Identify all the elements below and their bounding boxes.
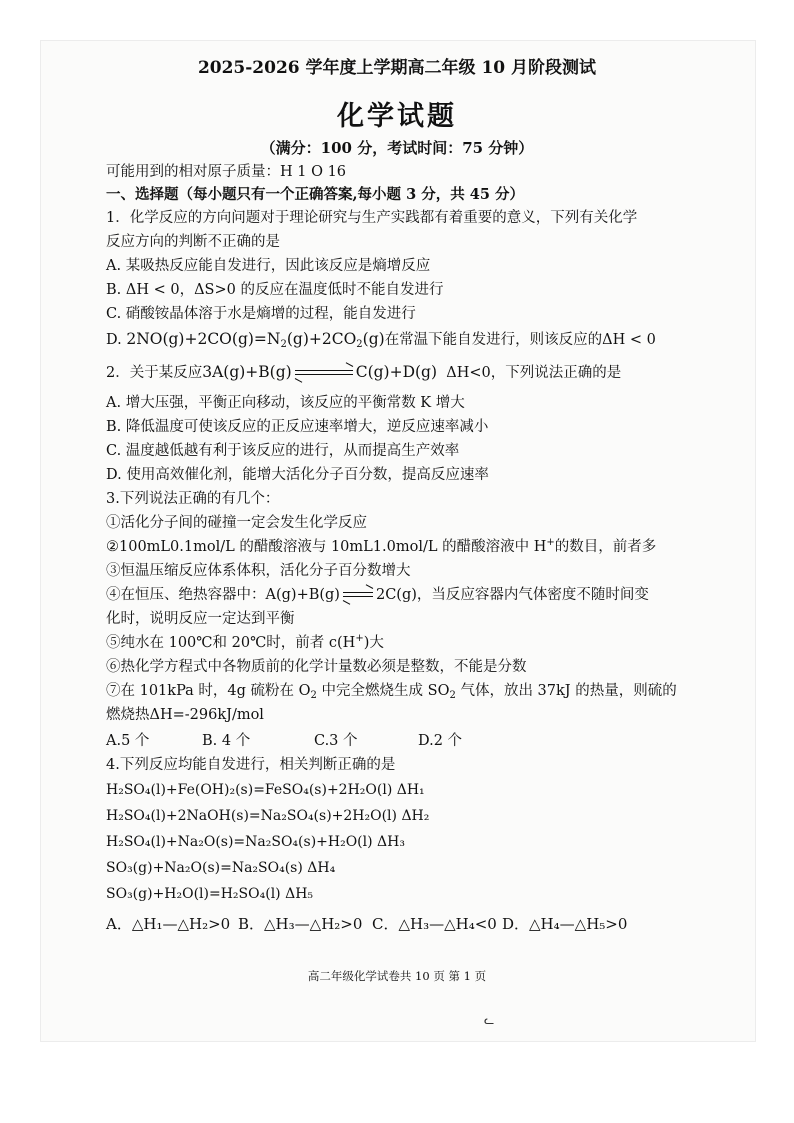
subject-title: 化学试题 bbox=[337, 101, 457, 132]
q4-equation-4: SO₃(g)+Na₂O(s)=Na₂SO₄(s) ΔH₄ bbox=[106, 860, 336, 876]
q2-option-a: A. 增大压强，平衡正向移动，该反应的平衡常数 K 增大 bbox=[106, 395, 465, 411]
q3-option-d: D.2 个 bbox=[418, 733, 463, 749]
q3-item-3: ③恒温压缩反应体系体积，活化分子百分数增大 bbox=[106, 563, 411, 579]
atomic-mass-note: 可能用到的相对原子质量：H 1 O 16 bbox=[106, 164, 347, 180]
q3-item-2-text-a: ②100mL0.1mol/L 的醋酸溶液与 10mL1.0mol/L 的醋酸溶液中 H bbox=[106, 539, 547, 555]
q1-option-c: C. 硝酸铵晶体溶于水是熵增的过程，能自发进行 bbox=[106, 306, 416, 322]
q2-prefix: 2．关于某反应 bbox=[106, 365, 203, 381]
q1-option-d bbox=[106, 329, 656, 350]
exam-meta: （满分：100 分，考试时间：75 分钟） bbox=[260, 139, 534, 157]
q1-option-d-suffix: 在常温下能自发进行，则该反应的ΔH < 0 bbox=[384, 332, 656, 348]
q3-stem: 3.下列说法正确的有几个： bbox=[106, 491, 280, 507]
q1-stem-line2: 反应方向的判断不正确的是 bbox=[106, 234, 280, 250]
q4-option-a: A．△H₁—△H₂>0 bbox=[106, 915, 231, 933]
q2-lhs: 3A(g)+B(g) bbox=[202, 363, 292, 381]
q3-item-4 bbox=[106, 585, 649, 605]
q3-item-2-text-b: 的数目，前者多 bbox=[554, 539, 657, 555]
q3-item-2 bbox=[106, 537, 656, 557]
q3-options bbox=[106, 731, 462, 751]
q2-dh: ΔH<0，下列说法正确的是 bbox=[446, 365, 622, 381]
q1-option-b: B. ΔH < 0，ΔS>0 的反应在温度低时不能自发进行 bbox=[106, 282, 444, 298]
q3-item-7-text-b: 中完全燃烧生成 SO bbox=[316, 683, 450, 699]
exam-title: 2025-2026 学年度上学期高二年级 10 月阶段测试 bbox=[197, 58, 597, 78]
equilibrium-arrow-small bbox=[343, 590, 373, 600]
q1-option-a: A. 某吸热反应能自发进行，因此该反应是熵增反应 bbox=[106, 258, 431, 274]
equilibrium-arrow bbox=[295, 368, 353, 378]
q2-option-d: D. 使用高效催化剂，能增大活化分子百分数，提高反应速率 bbox=[106, 467, 489, 483]
q4-equation-1: H₂SO₄(l)+Fe(OH)₂(s)=FeSO₄(s)+2H₂O(l) ΔH₁ bbox=[106, 782, 425, 798]
q3-option-b: B. 4 个 bbox=[202, 733, 251, 749]
q4-option-c: C．△H₃—△H₄<0 bbox=[372, 915, 497, 933]
q4-stem: 4.下列反应均能自发进行，相关判断正确的是 bbox=[106, 757, 396, 773]
q4-option-d: D．△H₄—△H₅>0 bbox=[502, 915, 628, 933]
q1-option-d-prefix: D. bbox=[106, 332, 127, 348]
q3-item-5-text-a: ⑤纯水在 100℃和 20℃时，前者 c(H bbox=[106, 635, 356, 651]
q1-option-d-eq-a: 2NO(g)+2CO(g)=N bbox=[126, 330, 281, 348]
q4-equation-2: H₂SO₄(l)+2NaOH(s)=Na₂SO₄(s)+2H₂O(l) ΔH₂ bbox=[106, 808, 430, 824]
q3-item-2-superscript: + bbox=[546, 537, 555, 548]
q3-item-7-text-c: 气体，放出 37kJ 的热量，则硫的 bbox=[455, 683, 677, 699]
q3-item-7-sub-so2: 2 bbox=[449, 690, 456, 701]
q3-item-7-text-a: ⑦在 101kPa 时，4g 硫粉在 O bbox=[106, 683, 311, 699]
q2-stem bbox=[106, 362, 621, 383]
q1-option-d-sub-n2: 2 bbox=[280, 339, 287, 350]
q1-stem-line1: 1．化学反应的方向问题对于理论研究与生产实践都有着重要的意义，下列有关化学 bbox=[106, 210, 638, 226]
q1-option-d-sub-co2: 2 bbox=[356, 339, 363, 350]
q4-option-b: B．△H₃—△H₂>0 bbox=[238, 915, 363, 933]
q2-option-b: B. 降低温度可使该反应的正反应速率增大，逆反应速率减小 bbox=[106, 419, 489, 435]
section-heading: 一、选择题（每小题只有一个正确答案,每小题 3 分，共 45 分） bbox=[106, 186, 525, 203]
q3-item-4-cont: 化时，说明反应一定达到平衡 bbox=[106, 611, 295, 627]
q3-item-1: ①活化分子间的碰撞一定会发生化学反应 bbox=[106, 515, 367, 531]
stray-mark: ᓚ bbox=[484, 1013, 495, 1027]
page-footer: 高二年级化学试卷共 10 页 第 1 页 bbox=[307, 969, 487, 983]
q2-rhs: C(g)+D(g) bbox=[355, 363, 438, 381]
q4-equation-5: SO₃(g)+H₂O(l)=H₂SO₄(l) ΔH₅ bbox=[106, 886, 314, 902]
q3-item-5 bbox=[106, 633, 384, 653]
q3-item-4-text-a: ④在恒压、绝热容器中：A(g)+B(g) bbox=[106, 587, 340, 603]
q4-options bbox=[106, 914, 627, 934]
q1-option-d-eq-b: (g)+2CO bbox=[286, 330, 357, 348]
q2-option-c: C. 温度越低越有利于该反应的进行，从而提高生产效率 bbox=[106, 443, 460, 459]
q1-option-d-eq-c: (g) bbox=[362, 330, 385, 348]
q3-item-4-text-b: 2C(g)，当反应容器内气体密度不随时间变 bbox=[375, 587, 649, 603]
q3-option-c: C.3 个 bbox=[314, 733, 358, 749]
q4-equation-3: H₂SO₄(l)+Na₂O(s)=Na₂SO₄(s)+H₂O(l) ΔH₃ bbox=[106, 834, 405, 850]
q3-item-7-cont: 燃烧热ΔH=-296kJ/mol bbox=[106, 707, 264, 723]
q3-item-7 bbox=[106, 681, 677, 701]
q3-item-5-superscript: + bbox=[355, 633, 364, 644]
q3-item-6: ⑥热化学方程式中各物质前的化学计量数必须是整数，不能是分数 bbox=[106, 659, 527, 675]
q3-item-5-text-b: )大 bbox=[363, 635, 384, 651]
q3-option-a: A.5 个 bbox=[106, 733, 150, 749]
q3-item-7-sub-o2: 2 bbox=[310, 690, 317, 701]
